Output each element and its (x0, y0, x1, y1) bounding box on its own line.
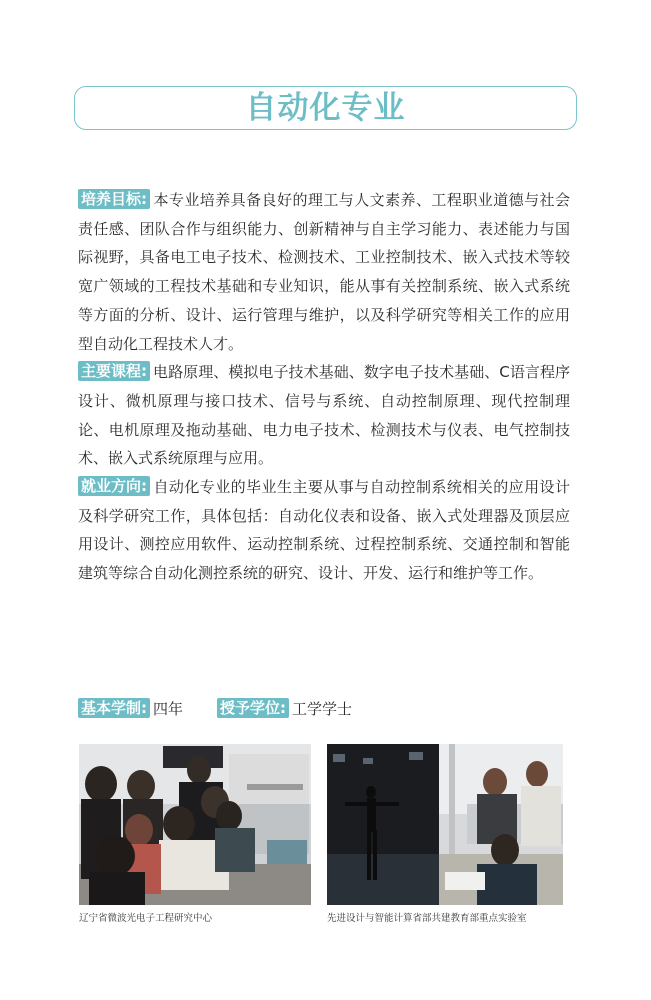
duration-value: 四年 (153, 700, 184, 718)
page-title: 自动化专业 (245, 90, 406, 126)
photo-lab-research-center-image (79, 744, 311, 905)
section-text-career-direction: 自动化专业的毕业生主要从事与自动控制系统相关的应用设计及科学研究工作，具体包括：自动化仪表和设备、嵌入式处理器及顶层应用设计、测控应用软件、运动控制系统、过程控制系统、交通控制和智能建筑等综合自动化测控系统的研究、设计、开发、运行和维护等工作。 (78, 478, 570, 583)
title-box (74, 86, 577, 130)
section-main-courses (78, 358, 570, 473)
program-description (78, 186, 570, 588)
photo-key-laboratory (327, 744, 563, 905)
section-label-main-courses: 主要课程: (78, 361, 150, 381)
section-training-objective (78, 186, 570, 358)
section-label-training-objective: 培养目标: (78, 189, 150, 209)
section-text-main-courses: 电路原理、模拟电子技术基础、数字电子技术基础、C语言程序设计、微机原理与接口技术、信号与系统、自动控制原理、现代控制理论、电机原理及拖动基础、电力电子技术、检测技术与仪表、电气控制技术、嵌入式系统原理与应用。 (78, 363, 570, 468)
duration-label: 基本学制: (78, 698, 150, 718)
section-label-career-direction: 就业方向: (78, 476, 150, 496)
photo-caption-right: 先进设计与智能计算省部共建教育部重点实验室 (327, 913, 527, 924)
section-text-training-objective: 本专业培养具备良好的理工与人文素养、工程职业道德与社会责任感、团队合作与组织能力、创新精神与自主学习能力、表述能力与国际视野，具备电工电子技术、检测技术、工业控制技术、嵌入式技术等较宽广领域的工程技术基础和专业知识，能从事有关控制系统、嵌入式系统等方面的分析、设计、运行管理与维护，以及科学研究等相关工作的应用型自动化工程技术人才。 (78, 191, 570, 353)
duration (78, 696, 183, 722)
photo-lab-research-center (79, 744, 311, 905)
photo-key-laboratory-image (327, 744, 563, 905)
section-career-direction (78, 473, 570, 588)
degree-value: 工学学士 (292, 700, 353, 718)
program-meta (78, 696, 570, 722)
degree (217, 696, 352, 722)
degree-label: 授予学位: (217, 698, 289, 718)
photo-caption-left: 辽宁省微波光电子工程研究中心 (79, 913, 213, 924)
